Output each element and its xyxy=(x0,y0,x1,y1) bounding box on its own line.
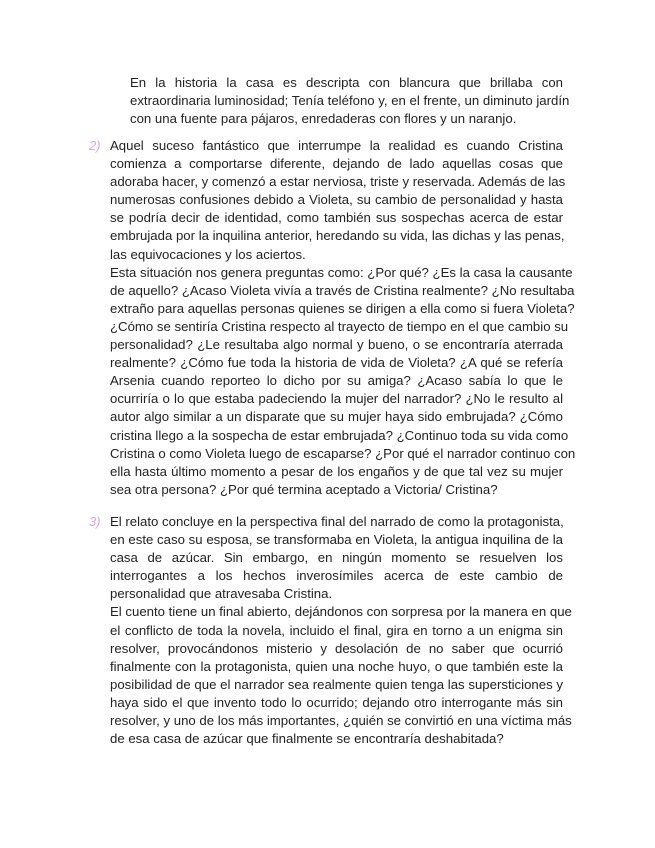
text-line: El cuento tiene un final abierto, dejándonos con sorpresa por la manera en que xyxy=(110,604,572,620)
text-line: sea otra persona? ¿Por qué termina aceptado a Victoria/ Cristina? xyxy=(110,481,498,497)
list-marker-3: 3) xyxy=(89,514,101,529)
text-line: resolver, provocándonos misterio y desolación de no saber que ocurrió xyxy=(110,640,563,656)
text-line: de aquello? ¿Acaso Violeta vivía a través de Cristina realmente? ¿No resultaba xyxy=(110,282,575,298)
text-line: En la historia la casa es descripta con blancura que brillaba con xyxy=(130,75,563,90)
text-line: Cristina o como Violeta luego de escaparse? ¿Por qué el narrador continuo con xyxy=(110,445,576,461)
text-line: realmente? ¿Cómo fue toda la historia de vida de Violeta? ¿A qué se refería xyxy=(110,355,563,371)
text-line: Arsenia cuando reporteo lo dicho por su amiga? ¿Acaso sabía lo que le xyxy=(110,373,563,389)
text-line: Aquel suceso fantástico que interrumpe la realidad es cuando Cristina xyxy=(110,138,563,153)
text-line: posibilidad de que el narrador sea realmente quien tenga las supersticiones y xyxy=(110,676,563,692)
text-line: interrogantes a los hechos inverosímiles acerca de este cambio de xyxy=(110,568,563,584)
text-line: ¿Cómo se sentiría Cristina respecto al trayecto de tiempo en el que cambio su xyxy=(110,318,569,334)
text-line: finalmente con la protagonista, quien una noche huyo, o que también este la xyxy=(110,658,563,674)
text-line: autor algo similar a un disparate que su mujer haya sido embrujada? ¿Cómo xyxy=(110,409,563,425)
list-marker-2: 2) xyxy=(89,138,101,153)
text-line: personalidad que atravesaba Cristina. xyxy=(110,586,333,602)
paragraph xyxy=(110,603,572,748)
text-line: extraño para aquellas personas quienes se dirigen a ella como si fuera Violeta? xyxy=(110,300,575,316)
text-line: embrujada por la inquilina anterior, heredando su vida, las dichas y las penas, xyxy=(110,228,565,244)
text-line: casa de azúcar. Sin embargo, en ningún momento se resuelven los xyxy=(110,550,563,566)
text-line: se podría decir de identidad, como también sus sospechas acerca de estar xyxy=(110,210,563,226)
paragraph xyxy=(110,137,566,264)
text-line: El relato concluye en la perspectiva final del narrado de como la protagonista, xyxy=(110,514,564,529)
text-line: numerosas confusiones debido a Violeta, su cambio de personalidad y hasta xyxy=(110,192,563,208)
paragraph xyxy=(110,513,563,603)
text-line: ella hasta último momento a pesar de los engaños y de que tal vez su mujer xyxy=(110,463,563,479)
list-item-3 xyxy=(110,513,572,748)
text-line: comienza a comportarse diferente, dejando de lado aquellas cosas que xyxy=(110,156,563,172)
text-line: con una fuente para pájaros, enredaderas con flores y un naranjo. xyxy=(130,111,517,127)
paragraph xyxy=(110,264,576,499)
text-line: ocurriría o lo que estaba padeciendo la mujer del narrador? ¿No le resulto al xyxy=(110,391,563,407)
text-line: personalidad? ¿Le resultaba algo normal y bueno, o se encontraría aterrada xyxy=(110,337,563,353)
list-item-2 xyxy=(110,137,576,499)
text-line: en este caso su esposa, se transformaba en Violeta, la antigua inquilina de la xyxy=(110,532,563,548)
text-line: haya sido el que invento todo lo ocurrido; dejando otro interrogante más sin xyxy=(110,694,563,710)
text-line: adoraba hacer, y comenzó a estar nerviosa, triste y reservada. Además de las xyxy=(110,174,566,190)
text-line: de esa casa de azúcar que finalmente se encontraría deshabitada? xyxy=(110,731,504,747)
intro-paragraph xyxy=(130,74,570,128)
text-line: cristina llego a la sospecha de estar embrujada? ¿Continuo toda su vida como xyxy=(110,427,569,443)
text-line: el conflicto de toda la novela, incluido el final, gira en torno a un enigma sin xyxy=(110,622,563,638)
text-line: extraordinaria luminosidad; Tenía teléfono y, en el frente, un diminuto jardín xyxy=(130,93,570,109)
text-line: Esta situación nos genera preguntas como: ¿Por qué? ¿Es la casa la causante xyxy=(110,264,573,280)
text-line: resolver, y uno de los más importantes, ¿quién se convirtió en una víctima más xyxy=(110,713,572,729)
text-line: las equivocaciones y los aciertos. xyxy=(110,246,306,262)
